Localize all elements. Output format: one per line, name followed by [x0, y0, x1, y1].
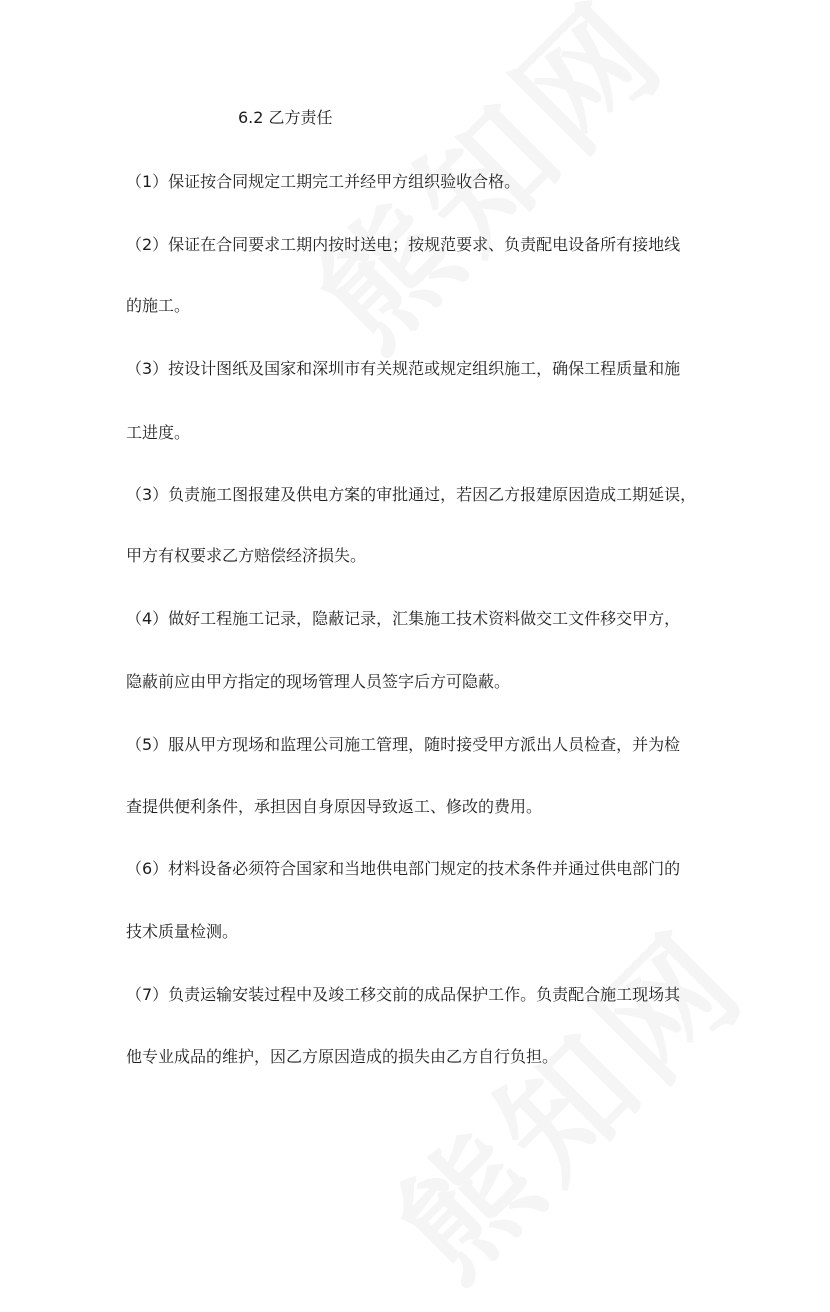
paragraph-line: （3）负责施工图报建及供电方案的审批通过，若因乙方报建原因造成工期延误，	[126, 485, 697, 504]
watermark	[350, 883, 779, 1312]
paragraph-line: （7）负责运输安装过程中及竣工移交前的成品保护工作。负责配合施工现场其	[126, 985, 681, 1004]
paragraph-line: （1）保证按合同规定工期完工并经甲方组织验收合格。	[126, 172, 521, 191]
paragraph-line: 的施工。	[126, 296, 191, 315]
paragraph-line: （4）做好工程施工记录，隐蔽记录，汇集施工技术资料做交工文件移交甲方，	[126, 609, 681, 628]
paragraph-line: 他专业成品的维护，因乙方原因造成的损失由乙方自行负担。	[126, 1047, 559, 1066]
paragraph-line: （5）服从甲方现场和监理公司施工管理，随时接受甲方派出人员检查，并为检	[126, 735, 681, 754]
paragraph-line: 技术质量检测。	[126, 922, 239, 941]
paragraph-line: 甲方有权要求乙方赔偿经济损失。	[126, 546, 367, 565]
paragraph-line: （3）按设计图纸及国家和深圳市有关规范或规定组织施工，确保工程质量和施	[126, 359, 681, 378]
paragraph-line: 隐蔽前应由甲方指定的现场管理人员签字后方可隐蔽。	[126, 672, 511, 691]
paragraph-line: 工进度。	[126, 423, 191, 442]
paragraph-line: 查提供便利条件，承担因自身原因导致返工、修改的费用。	[126, 797, 543, 816]
paragraph-line: （6）材料设备必须符合国家和当地供电部门规定的技术条件并通过供电部门的	[126, 859, 681, 878]
paragraph-line: （2）保证在合同要求工期内按时送电；按规范要求、负责配电设备所有接地线	[126, 235, 681, 254]
section-heading: 6.2 乙方责任	[238, 108, 333, 127]
